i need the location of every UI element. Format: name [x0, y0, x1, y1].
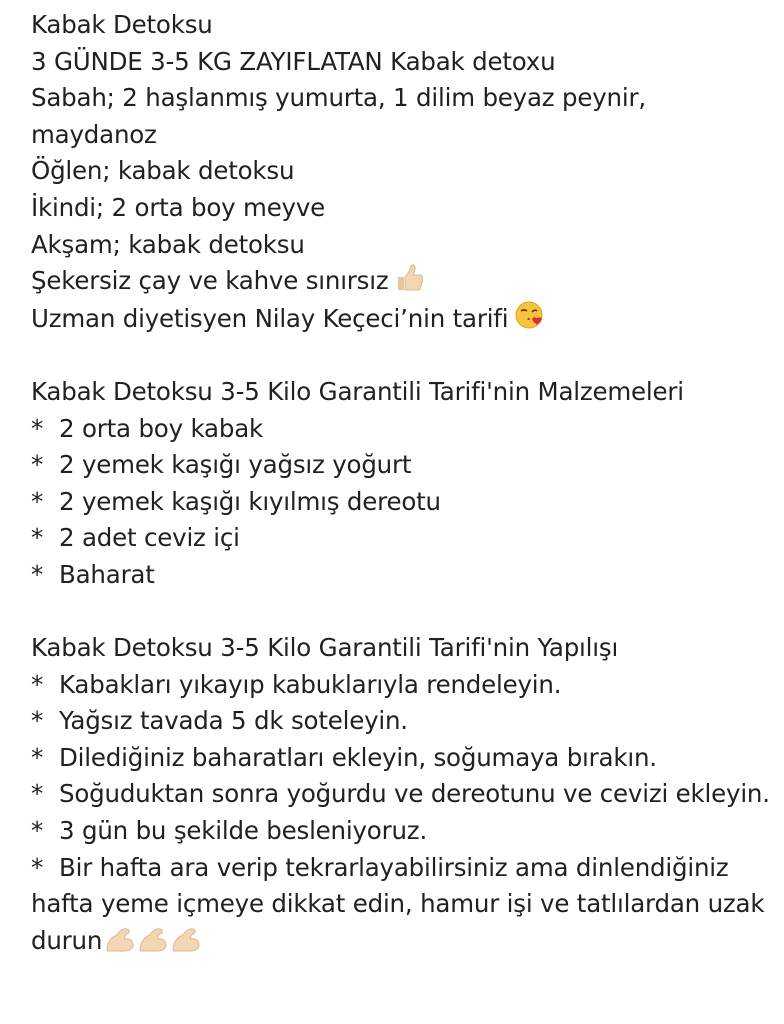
step-text: Kabakları yıkayıp kabuklarıyla rendeleyin.	[59, 669, 562, 699]
thumbs-up-icon	[395, 264, 425, 292]
bullet: *	[31, 852, 44, 882]
ingredient-text: 2 orta boy kabak	[59, 413, 263, 443]
step-text: Yağsız tavada 5 dk soteleyin.	[59, 706, 408, 736]
step-item	[31, 703, 770, 740]
ingredient-text: 2 adet ceviz içi	[59, 523, 240, 553]
meal-breakfast: Sabah; 2 haşlanmış yumurta, 1 dilim beyaz peynir, maydanoz	[31, 83, 654, 149]
ingredient-item	[31, 557, 770, 594]
tea-line-text: Şekersiz çay ve kahve sınırsız	[31, 266, 389, 296]
bullet: *	[31, 523, 44, 553]
bullet: *	[31, 486, 44, 516]
step-text: 3 gün bu şekilde besleniyoruz.	[59, 816, 428, 846]
bullet: *	[31, 450, 44, 480]
bullet: *	[31, 413, 44, 443]
ingredient-item	[31, 447, 770, 484]
step-text: Soğuduktan sonra yoğurdu ve dereotunu ve cevizi ekleyin.	[59, 779, 770, 809]
meal-afternoon: İkindi; 2 orta boy meyve	[31, 192, 326, 222]
ingredients-heading: Kabak Detoksu 3-5 Kilo Garantili Tarifi'nin Malzemeleri	[31, 376, 684, 406]
note-title: Kabak Detoksu	[31, 10, 213, 39]
step-text: Bir hafta ara verip tekrarlayabilirsiniz ama dinlendiğiniz hafta yeme içmeye dikkat edin, hamur işi ve tatlılardan uzak durun	[31, 852, 772, 955]
step-item	[31, 776, 770, 813]
spacer	[31, 594, 770, 631]
credit-line	[31, 300, 770, 338]
tea-line	[31, 263, 770, 300]
steps-heading: Kabak Detoksu 3-5 Kilo Garantili Tarifi'nin Yapılışı	[31, 633, 619, 663]
meal-lunch: Öğlen; kabak detoksu	[31, 156, 295, 186]
ingredient-text: 2 yemek kaşığı yağsız yoğurt	[59, 450, 412, 480]
step-text: Dilediğiniz baharatları ekleyin, soğumaya bırakın.	[59, 742, 657, 772]
step-item	[31, 740, 770, 777]
step-item	[31, 850, 770, 964]
step-item	[31, 667, 770, 704]
note-headline: 3 GÜNDE 3-5 KG ZAYIFLATAN Kabak detoxu	[31, 46, 556, 76]
spacer	[31, 337, 770, 374]
bullet: *	[31, 779, 44, 809]
ingredient-text: Baharat	[59, 559, 155, 589]
bullet: *	[31, 706, 44, 736]
kissing-face-icon	[514, 300, 544, 330]
credit-line-text: Uzman diyetisyen Nilay Keçeci’nin tarifi	[31, 303, 509, 333]
bullet: *	[31, 559, 44, 589]
bullet: *	[31, 742, 44, 772]
ingredient-item	[31, 520, 770, 557]
ingredient-item	[31, 411, 770, 448]
step-item	[31, 813, 770, 850]
bullet: *	[31, 669, 44, 699]
bullet: *	[31, 816, 44, 846]
ingredient-text: 2 yemek kaşığı kıyılmış dereotu	[59, 486, 441, 516]
flexed-biceps-icon	[104, 927, 204, 964]
meal-dinner: Akşam; kabak detoksu	[31, 229, 305, 259]
ingredient-item	[31, 484, 770, 521]
